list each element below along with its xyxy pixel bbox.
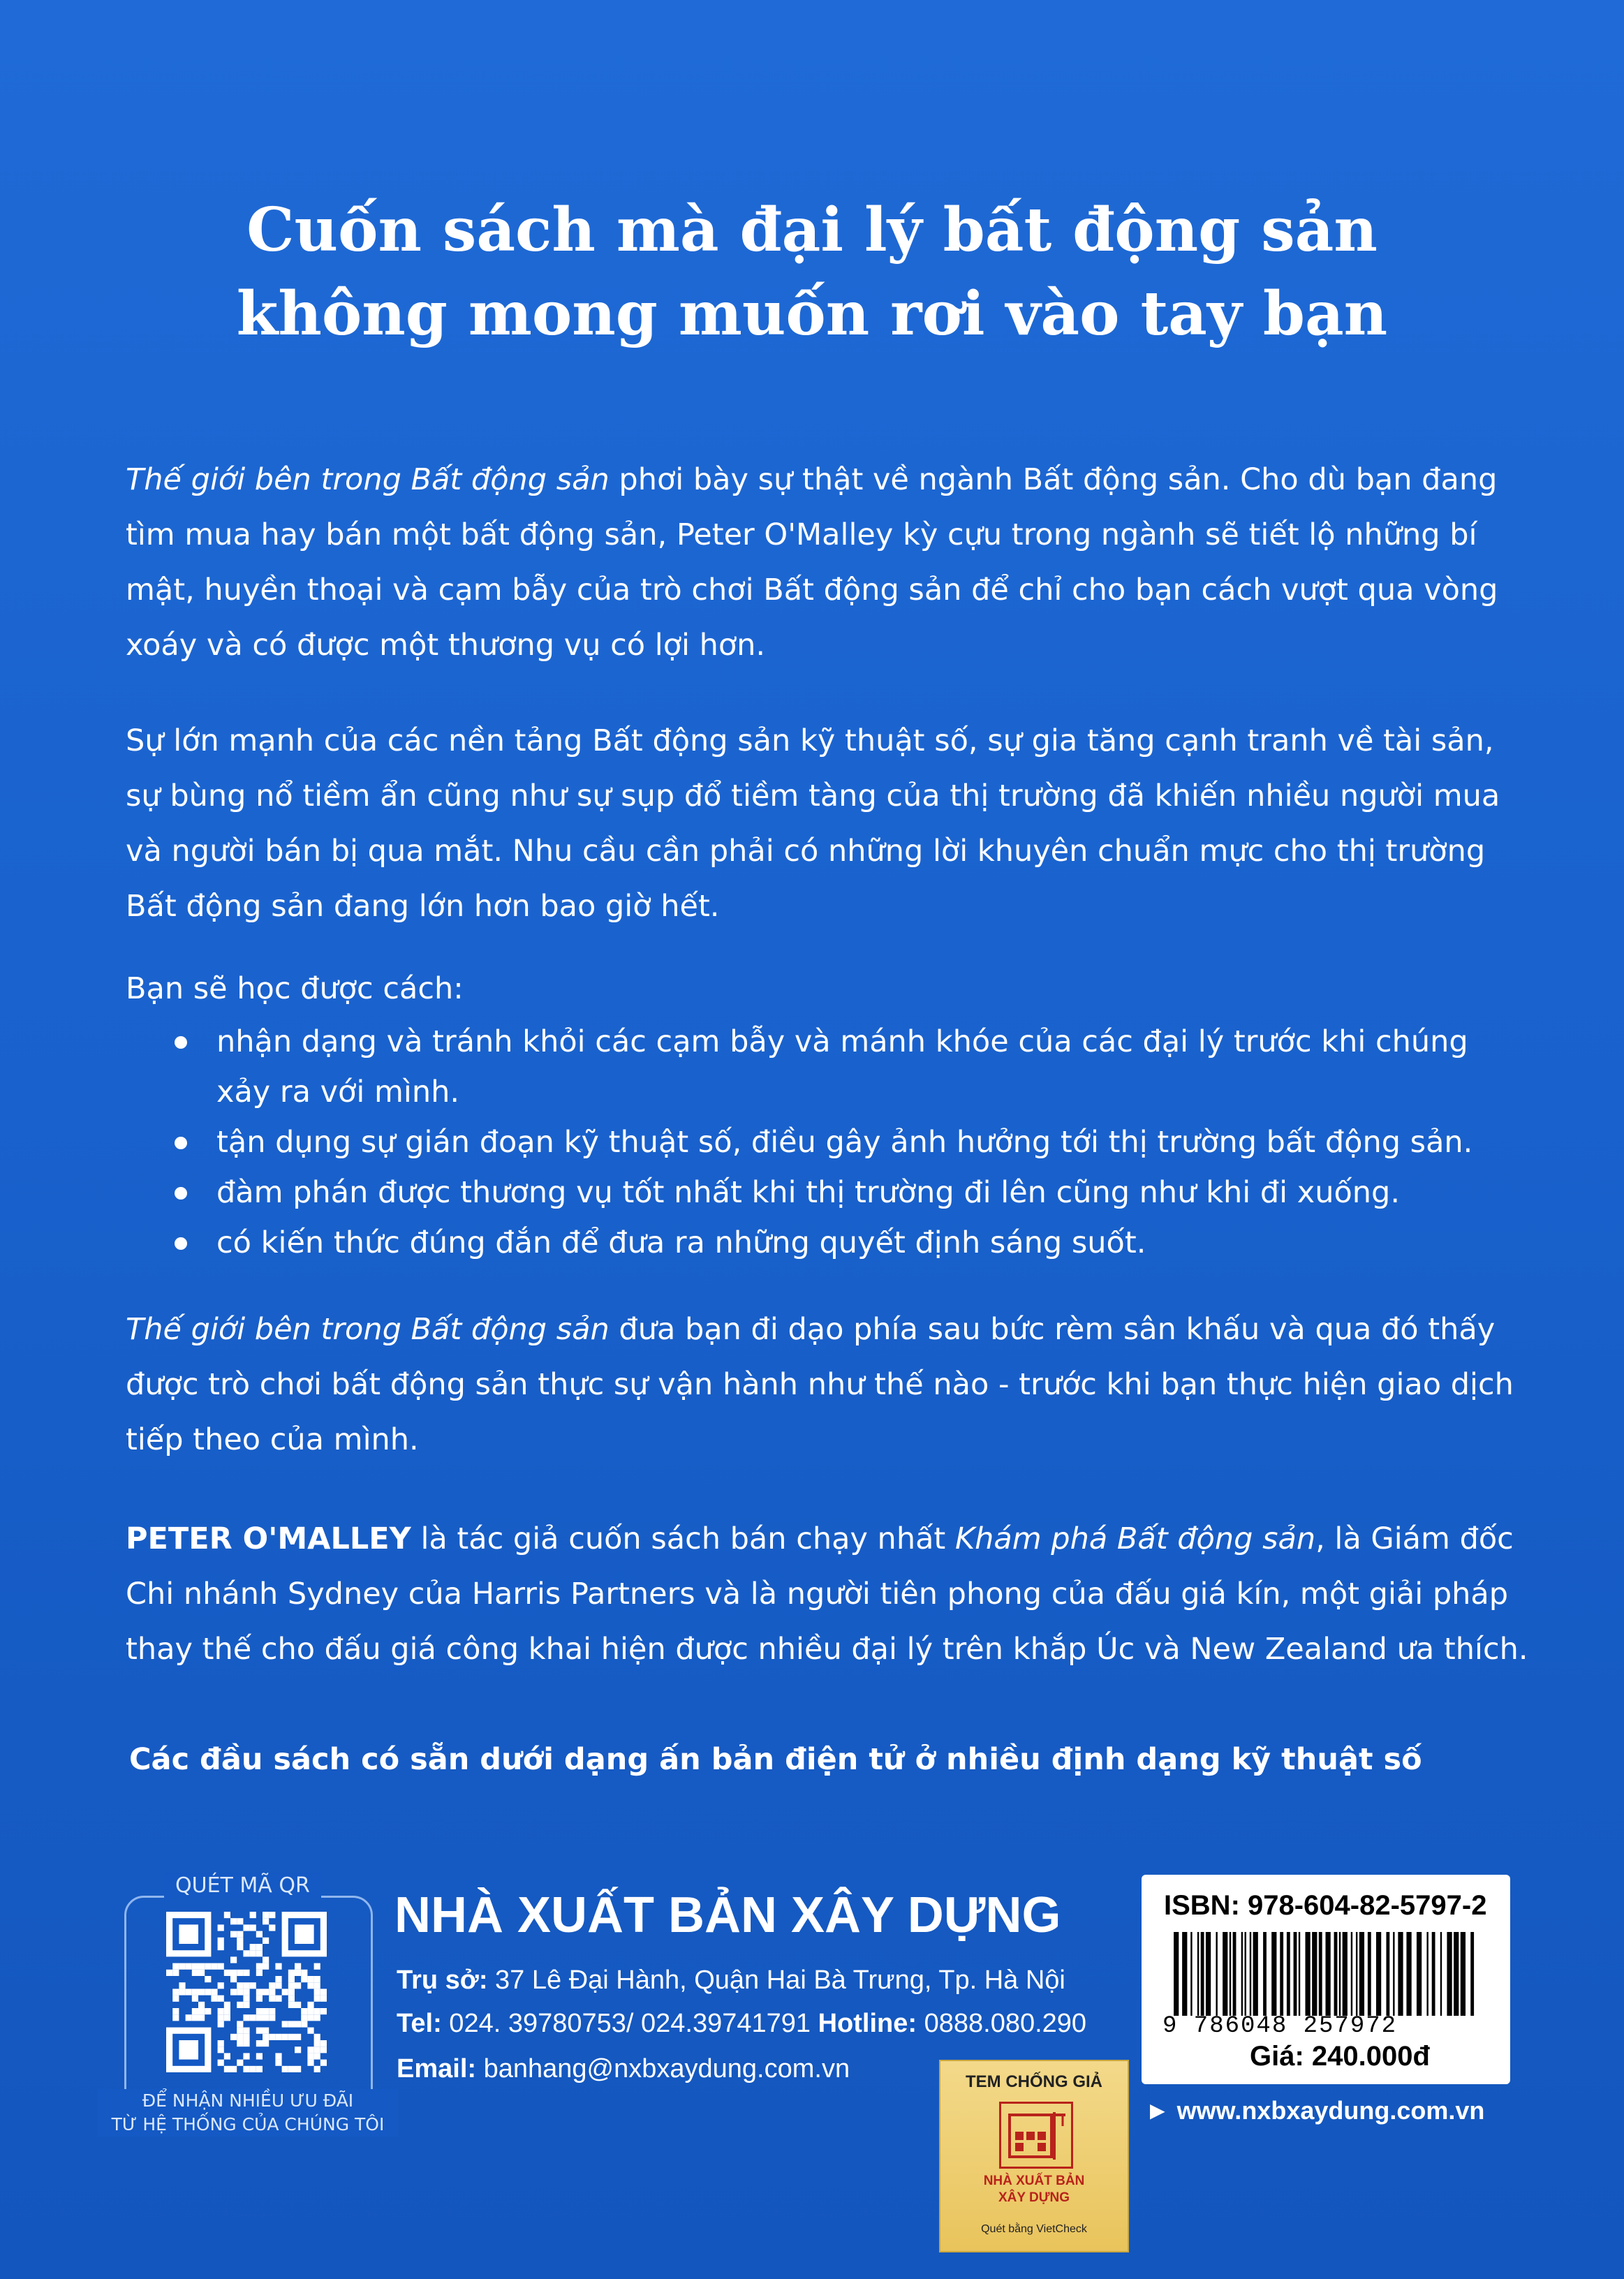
summary-paragraph — [126, 1302, 1529, 1468]
publisher-email: Email: banhang@nxbxaydung.com.vn — [397, 2054, 850, 2083]
summary-text: đưa bạn đi dạo phía sau bức rèm sân khấu và qua đó thấy được trò chơi bất động sản thực sự vận hành như thế nào - trước khi bạn thực hiện giao dịch tiếp theo của mình. — [126, 1312, 1514, 1457]
list-item: có kiến thức đúng đắn để đưa ra những quyết định sáng suốt. — [126, 1218, 1529, 1268]
anti-counterfeit-sticker[interactable] — [939, 2060, 1129, 2252]
website-link[interactable]: ► www.nxbxaydung.com.vn — [1145, 2096, 1485, 2125]
qr-note: ĐỂ NHẬN NHIỀU ƯU ĐÃI TỪ HỆ THỐNG CỦA CHÚNG TÔI — [98, 2089, 398, 2137]
publisher-logo-icon — [999, 2102, 1073, 2169]
list-item: đàm phán được thương vụ tốt nhất khi thị trường đi lên cũng như khi đi xuống. — [126, 1167, 1529, 1218]
learn-section — [126, 964, 1529, 1268]
qr-code-icon[interactable] — [166, 1912, 327, 2072]
sticker-title: TEM CHỐNG GIẢ — [966, 2072, 1102, 2091]
book-title: Thế giới bên trong Bất động sản — [126, 462, 610, 497]
publisher-address: Trụ sở: 37 Lê Đại Hành, Quận Hai Bà Trưng, Tp. Hà Nội — [397, 1965, 1065, 1995]
price: Giá: 240.000đ — [1250, 2041, 1430, 2072]
arrow-right-icon: ► — [1145, 2096, 1177, 2125]
sticker-footer: Quét bằng VietCheck — [981, 2223, 1087, 2235]
bullet-icon — [175, 1137, 187, 1149]
book-title: Thế giới bên trong Bất động sản — [126, 1312, 610, 1347]
barcode-icon — [1168, 1932, 1486, 2016]
author-paragraph: PETER O'MALLEY là tác giả cuốn sách bán chạy nhất Khám phá Bất động sản, là Giám đốc Chi nhánh Sydney của Harris Partners và là người tiên phong của đấu giá kín, một giải pháp thay thế cho đấu giá công khai hiện được nhiều đại lý trên khắp Úc và New Zealand ưa thích. — [126, 1521, 1528, 1667]
headline — [0, 189, 1624, 356]
ebook-note: Các đầu sách có sẵn dưới dạng ấn bản điện tử ở nhiều định dạng kỹ thuật số — [129, 1742, 1422, 1777]
bullet-icon — [175, 1036, 187, 1049]
intro-text: phơi bày sự thật về ngành Bất động sản. Cho dù bạn đang tìm mua hay bán một bất động sản, Peter O'Malley kỳ cựu trong ngành sẽ tiết lộ những bí mật, huyền thoại và cạm bẫy của trò chơi Bất động sản để chỉ cho bạn cách vượt qua vòng xoáy và có được một thương vụ có lợi hơn. — [126, 462, 1498, 663]
headline-line-2: không mong muốn rơi vào tay bạn — [236, 279, 1388, 349]
publisher-name: NHÀ XUẤT BẢN XÂY DỰNG — [394, 1887, 1061, 1943]
barcode-number: 9 786048 257972 — [1162, 2013, 1398, 2040]
list-item: tận dụng sự gián đoạn kỹ thuật số, điều gây ảnh hưởng tới thị trường bất động sản. — [126, 1117, 1529, 1167]
other-book-title: Khám phá Bất động sản — [954, 1521, 1316, 1556]
sticker-publisher: NHÀ XUẤT BẢN XÂY DỰNG — [983, 2174, 1085, 2205]
publisher-phone: Tel: 024. 39780753/ 024.39741791 Hotline: 0888.080.290 — [397, 2009, 1087, 2038]
market-paragraph: Sự lớn mạnh của các nền tảng Bất động sản kỹ thuật số, sự gia tăng cạnh tranh về tài sản, sự bùng nổ tiềm ẩn cũng như sự sụp đổ tiềm tàng của thị trường đã khiến nhiều người mua và người bán bị qua mắt. Nhu cầu cần phải có những lời khuyên chuẩn mực cho thị trường Bất động sản đang lớn hơn bao giờ hết. — [126, 723, 1500, 924]
bullet-icon — [175, 1187, 187, 1200]
qr-title: QUÉT MÃ QR — [164, 1873, 321, 1898]
isbn-label: ISBN: 978-604-82-5797-2 — [1164, 1890, 1487, 1921]
bullet-icon — [175, 1237, 187, 1250]
intro-paragraph — [126, 452, 1529, 673]
learn-list — [126, 1017, 1529, 1268]
learn-intro: Bạn sẽ học được cách: — [126, 971, 464, 1006]
list-item: nhận dạng và tránh khỏi các cạm bẫy và mánh khóe của các đại lý trước khi chúng xảy ra với mình. — [126, 1017, 1529, 1117]
author-name: PETER O'MALLEY — [126, 1521, 411, 1556]
headline-line-1: Cuốn sách mà đại lý bất động sản — [246, 195, 1378, 265]
isbn-box — [1142, 1875, 1510, 2084]
